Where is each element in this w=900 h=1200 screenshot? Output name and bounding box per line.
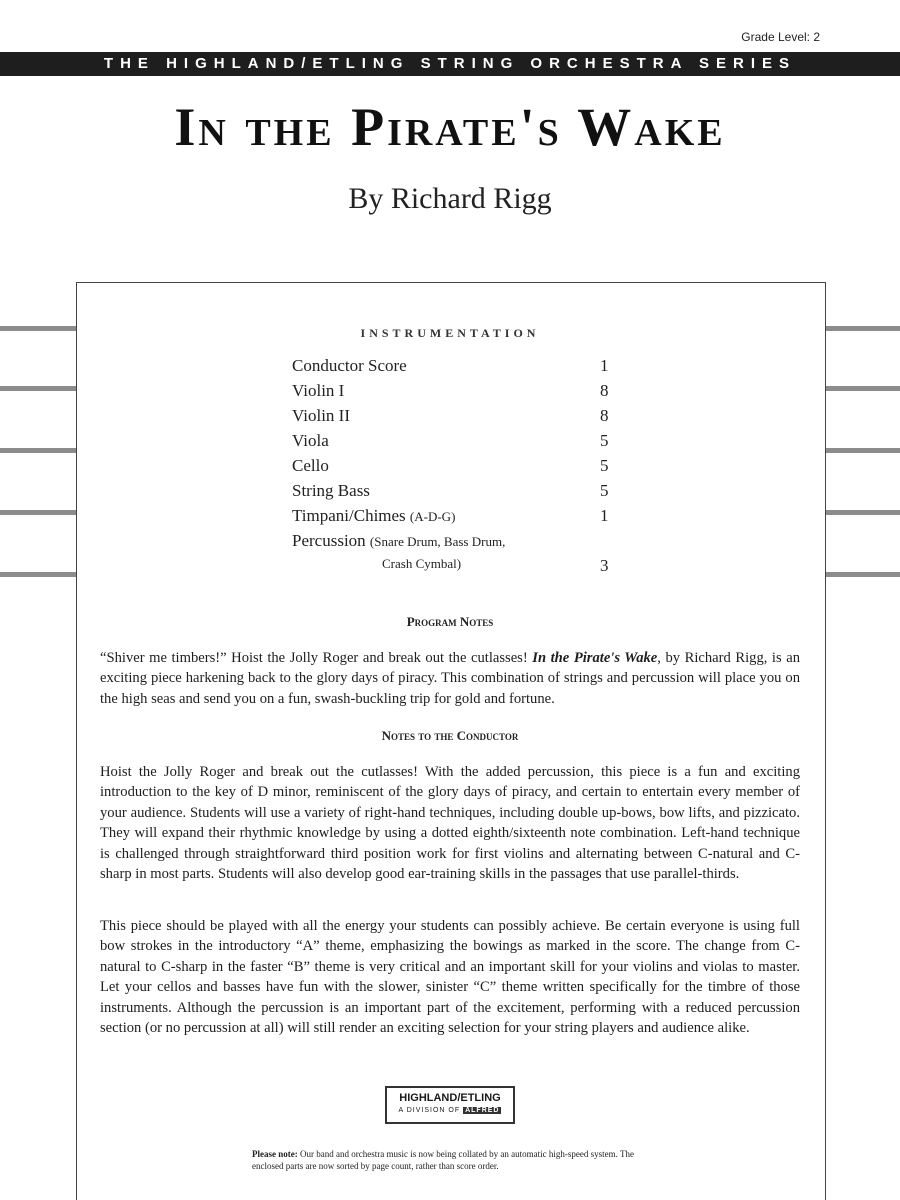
collation-note: Please note: Our band and orchestra music is now being collated by an automatic high-speed system. The enclosed parts are now sorted by page count, rather than score order. — [252, 1149, 634, 1171]
instrumentation-heading: INSTRUMENTATION — [360, 326, 540, 340]
publisher-logo: HIGHLAND/ETLING A DIVISION OF ALFRED — [385, 1086, 515, 1124]
instrument-row: Violin II 8 — [292, 406, 609, 425]
conductor-notes-paragraph-1: Hoist the Jolly Roger and break out the cutlasses! With the added percussion, this piece is a fun and exciting introduction to the key of D minor, reminiscent of the glory days of piracy, and certain to entertain every member of your audience. Students will use a variety of right-hand techniques, including double up-bows, bow lifts, and pizzicato. They will expand their rhythmic knowledge by using a dotted eighth/sixteenth note combination. Left-hand technique is challenged through straightforward third position work for first violins and alternating between C-natural and C-sharp in most parts. Students will also develop good ear-training skills in the passages that use parallel-thirds. — [100, 764, 800, 883]
instrument-row: Cello 5 — [292, 456, 609, 475]
conductor-notes-paragraph-2: This piece should be played with all the energy your students can possibly achieve. Be certain everyone is using full bow strokes in the introductory “A” theme, emphasizing the bowings as marked in the score. The change from C-natural to C-sharp in the faster “B” theme is very critical and an important skill for your violins and violas to master. Let your cellos and basses have fun with the slower, sinister “C” theme written specifically for the timbre of those instruments. Although the percussion is an important part of the excitement, performing with a reduced percussion section (or no percussion at all) will still render an exciting selection for your string players and audience alike. — [100, 918, 800, 1037]
series-banner: THE HIGHLAND/ETLING STRING ORCHESTRA SERIES — [0, 52, 900, 76]
instrument-row: Conductor Score 1 — [292, 356, 609, 375]
piece-title: In the Pirate's Wake — [174, 97, 726, 157]
composer-credit: By Richard Rigg — [348, 182, 552, 215]
grade-level: Grade Level: 2 — [741, 30, 820, 44]
instrument-row: String Bass 5 — [292, 481, 609, 500]
conductor-notes-heading: Notes to the Conductor — [381, 728, 519, 743]
instrument-row: Timpani/Chimes (A-D-G) 1 — [292, 506, 609, 525]
instrumentation-list — [292, 356, 632, 581]
instrument-row: Percussion (Snare Drum, Bass Drum, — [292, 531, 506, 550]
program-notes-heading: Program Notes — [406, 614, 494, 629]
program-notes-text: “Shiver me timbers!” Hoist the Jolly Roger and break out the cutlasses! In the Pirate's Wake, by Richard Rigg, is an exciting piece harkening back to the glory days of piracy. This combination of strings and percussion will place you on the high seas and send you on a fun, swash-buckling trip for gold and fortune. — [100, 650, 800, 707]
instrument-row: Violin I 8 — [292, 381, 609, 400]
instrument-row: Viola 5 — [292, 431, 609, 450]
instrument-row: Crash Cymbal) 3 — [382, 556, 609, 575]
